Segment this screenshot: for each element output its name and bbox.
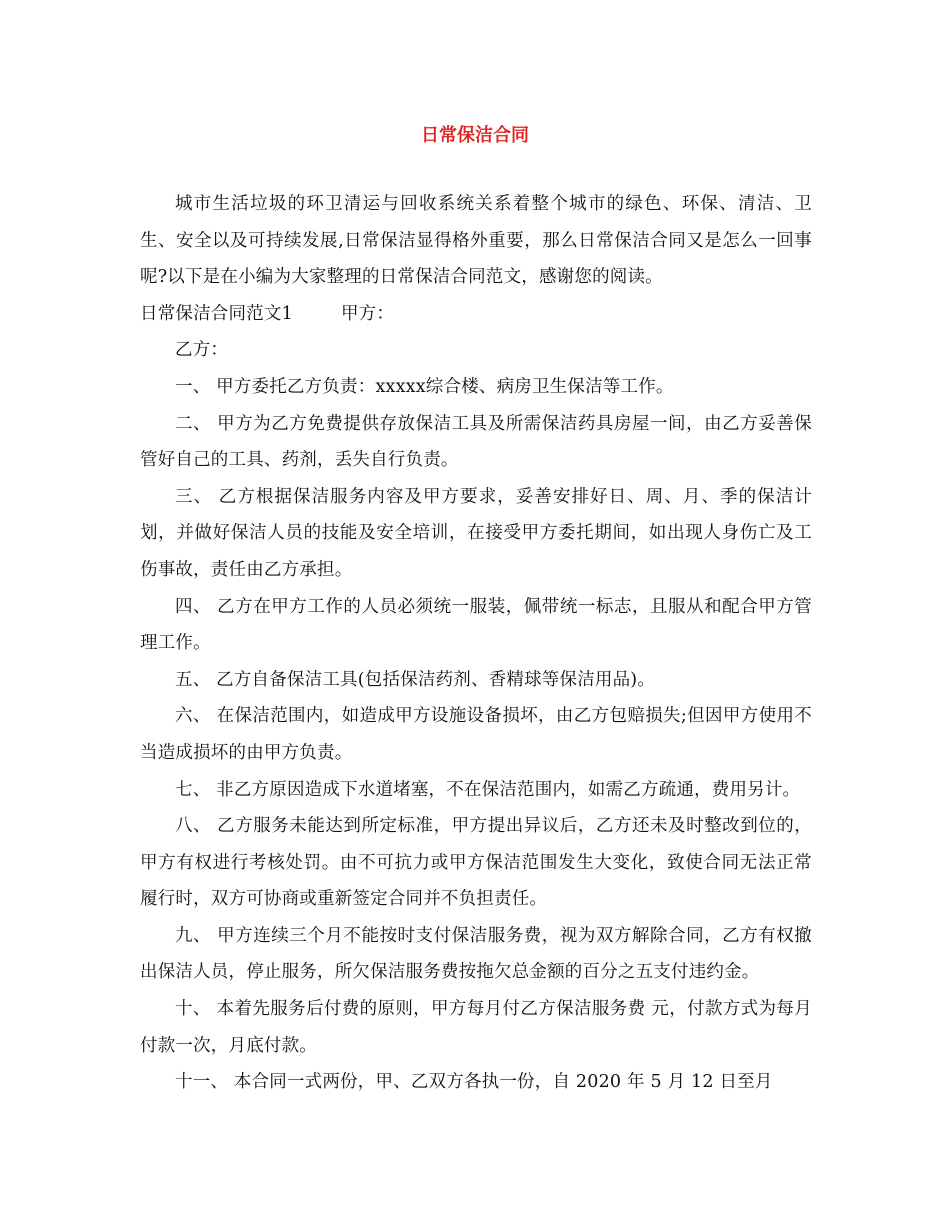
clause-9: 九、 甲方连续三个月不能按时支付保洁服务费，视为双方解除合同，乙方有权撤出保洁人员，停止服务，所欠保洁服务费按拖欠总金额的百分之五支付违约金。 [140,925,812,983]
clause-8: 八、 乙方服务未能达到所定标准，甲方提出异议后，乙方还未及时整改到位的，甲方有权进行考核处罚。由不可抗力或甲方保洁范围发生大变化，致使合同无法正常履行时，双方可协商或重新签定合同并不负担责任。 [140,816,812,910]
clause-4: 四、 乙方在甲方工作的人员必须统一服装，佩带统一标志，且服从和配合甲方管理工作。 [140,596,812,654]
clause-2: 二、 甲方为乙方免费提供存放保洁工具及所需保洁药具房屋一间，由乙方妥善保管好自己的工具、药剂，丢失自行负责。 [140,413,812,471]
document-body [140,186,812,1101]
clause-5: 五、 乙方自备保洁工具(包括保洁药剂、香精球等保洁用品)。 [175,669,656,690]
clause-6: 六、 在保洁范围内，如造成甲方设施设备损坏，由乙方包赔损失;但因甲方使用不当造成损坏的由甲方负责。 [140,706,812,763]
party-a-label: 甲方： [340,303,395,324]
sample-heading-line [140,296,812,333]
clause-3: 三、 乙方根据保洁服务内容及甲方要求，妥善安排好日、周、月、季的保洁计划，并做好保洁人员的技能及安全培训，在接受甲方委托期间，如出现人身伤亡及工伤事故，责任由乙方承担。 [140,486,812,580]
clause-7: 七、 非乙方原因造成下水道堵塞，不在保洁范围内，如需乙方疏通，费用另计。 [175,779,801,800]
sample-heading: 日常保洁合同范文1 [140,303,293,324]
clause-1: 一、 甲方委托乙方负责：xxxxx综合楼、病房卫生保洁等工作。 [175,376,674,397]
document-title: 日常保洁合同 [421,125,529,146]
intro-paragraph: 城市生活垃圾的环卫清运与回收系统关系着整个城市的绿色、环保、清洁、卫生、安全以及可持续发展,日常保洁显得格外重要，那么日常保洁合同又是怎么一回事呢?以下是在小编为大家整理的日常保洁合同范文，感谢您的阅读。 [140,194,812,288]
clause-10: 十、 本着先服务后付费的原则，甲方每月付乙方保洁服务费 元，付款方式为每月付款一次，月底付款。 [140,999,812,1056]
clause-11: 十一、 本合同一式两份，甲、乙双方各执一份，自 2020 年 5 月 12 日至月 [175,1072,773,1093]
party-b-label: 乙方： [175,340,229,361]
